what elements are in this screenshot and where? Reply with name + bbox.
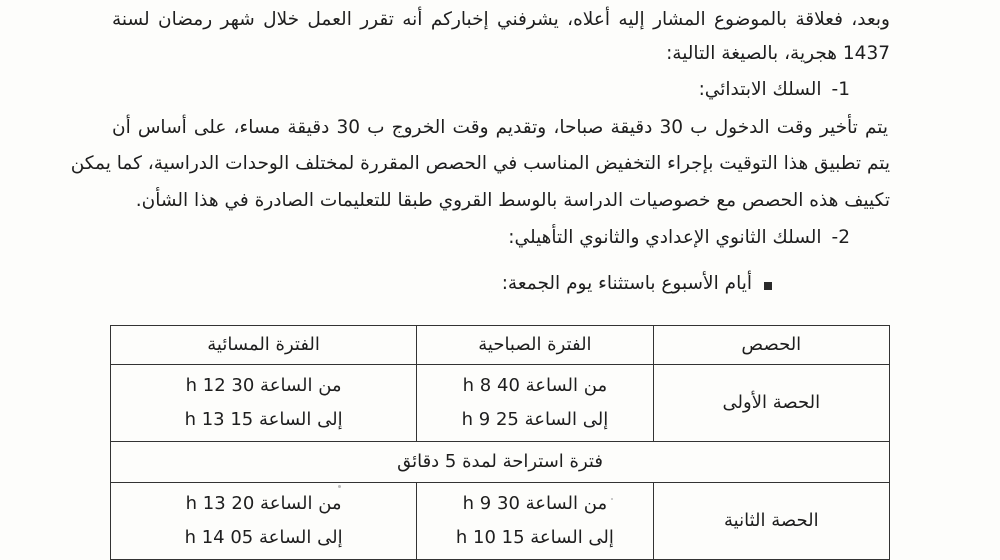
section-1-line-3: تكييف هذه الحصص مع خصوصيات الدراسة بالوسط القروي طبقا للتعليمات الصادرة في هذا الشأن. — [135, 190, 890, 211]
intro-line-2: 1437 هجرية، بالصيغة التالية: — [666, 43, 890, 64]
table-header-row — [111, 326, 890, 365]
morning-to: إلى الساعة 15 h 10 — [455, 527, 614, 548]
section-1-heading — [699, 76, 850, 104]
header-sessions: الحصص — [653, 326, 889, 365]
break-text: فترة استراحة لمدة 5 دقائق — [111, 442, 890, 483]
header-morning-period: الفترة الصباحية — [417, 326, 653, 365]
morning-from: من الساعة 40 h 8 — [462, 375, 608, 396]
intro-line-1: وبعد، فعلاقة بالموضوع المشار إليه أعلاه، يشرفني إخباركم أنه تقرر العمل خلال شهر رمضان لسنة — [112, 9, 890, 30]
evening-time-cell — [111, 365, 417, 442]
morning-time-cell — [417, 483, 653, 560]
evening-to: إلى الساعة 05 h 14 — [184, 527, 343, 548]
section-2-title: السلك الثانوي الإعدادي والثانوي التأهيلي: — [508, 227, 822, 248]
section-2-number: 2- — [831, 227, 850, 248]
evening-from: من الساعة 20 h 13 — [185, 493, 342, 514]
morning-time-cell — [417, 365, 653, 442]
break-row — [111, 442, 890, 483]
evening-time-cell — [111, 483, 417, 560]
section-1-title: السلك الابتدائي: — [698, 79, 822, 100]
section-1-line-1: يتم تأخير وقت الدخول ب 30 دقيقة صباحا، وتقديم وقت الخروج ب 30 دقيقة مساء، على أساس أن — [112, 117, 888, 138]
bullet-text: أيام الأسبوع باستثناء يوم الجمعة: — [501, 273, 752, 294]
evening-from: من الساعة 30 h 12 — [185, 375, 342, 396]
morning-to: إلى الساعة 25 h 9 — [461, 409, 609, 430]
table-row — [111, 483, 890, 560]
table-row — [111, 365, 890, 442]
section-2-heading — [508, 224, 850, 252]
square-bullet-icon — [764, 282, 772, 290]
evening-to: إلى الساعة 15 h 13 — [184, 409, 343, 430]
schedule-table — [110, 325, 890, 560]
section-1-number: 1- — [831, 79, 850, 100]
header-evening-period: الفترة المسائية — [111, 326, 417, 365]
scan-speck — [611, 498, 613, 500]
section-1-line-2: يتم تطبيق هذا التوقيت بإجراء التخفيض المناسب في الحصص المقررة لمختلف الوحدات الدراسية، كما يمكن — [70, 153, 890, 174]
session-name: الحصة الثانية — [653, 483, 889, 560]
session-name: الحصة الأولى — [653, 365, 889, 442]
scan-speck — [338, 485, 341, 488]
morning-from: من الساعة 30 h 9 — [462, 493, 608, 514]
